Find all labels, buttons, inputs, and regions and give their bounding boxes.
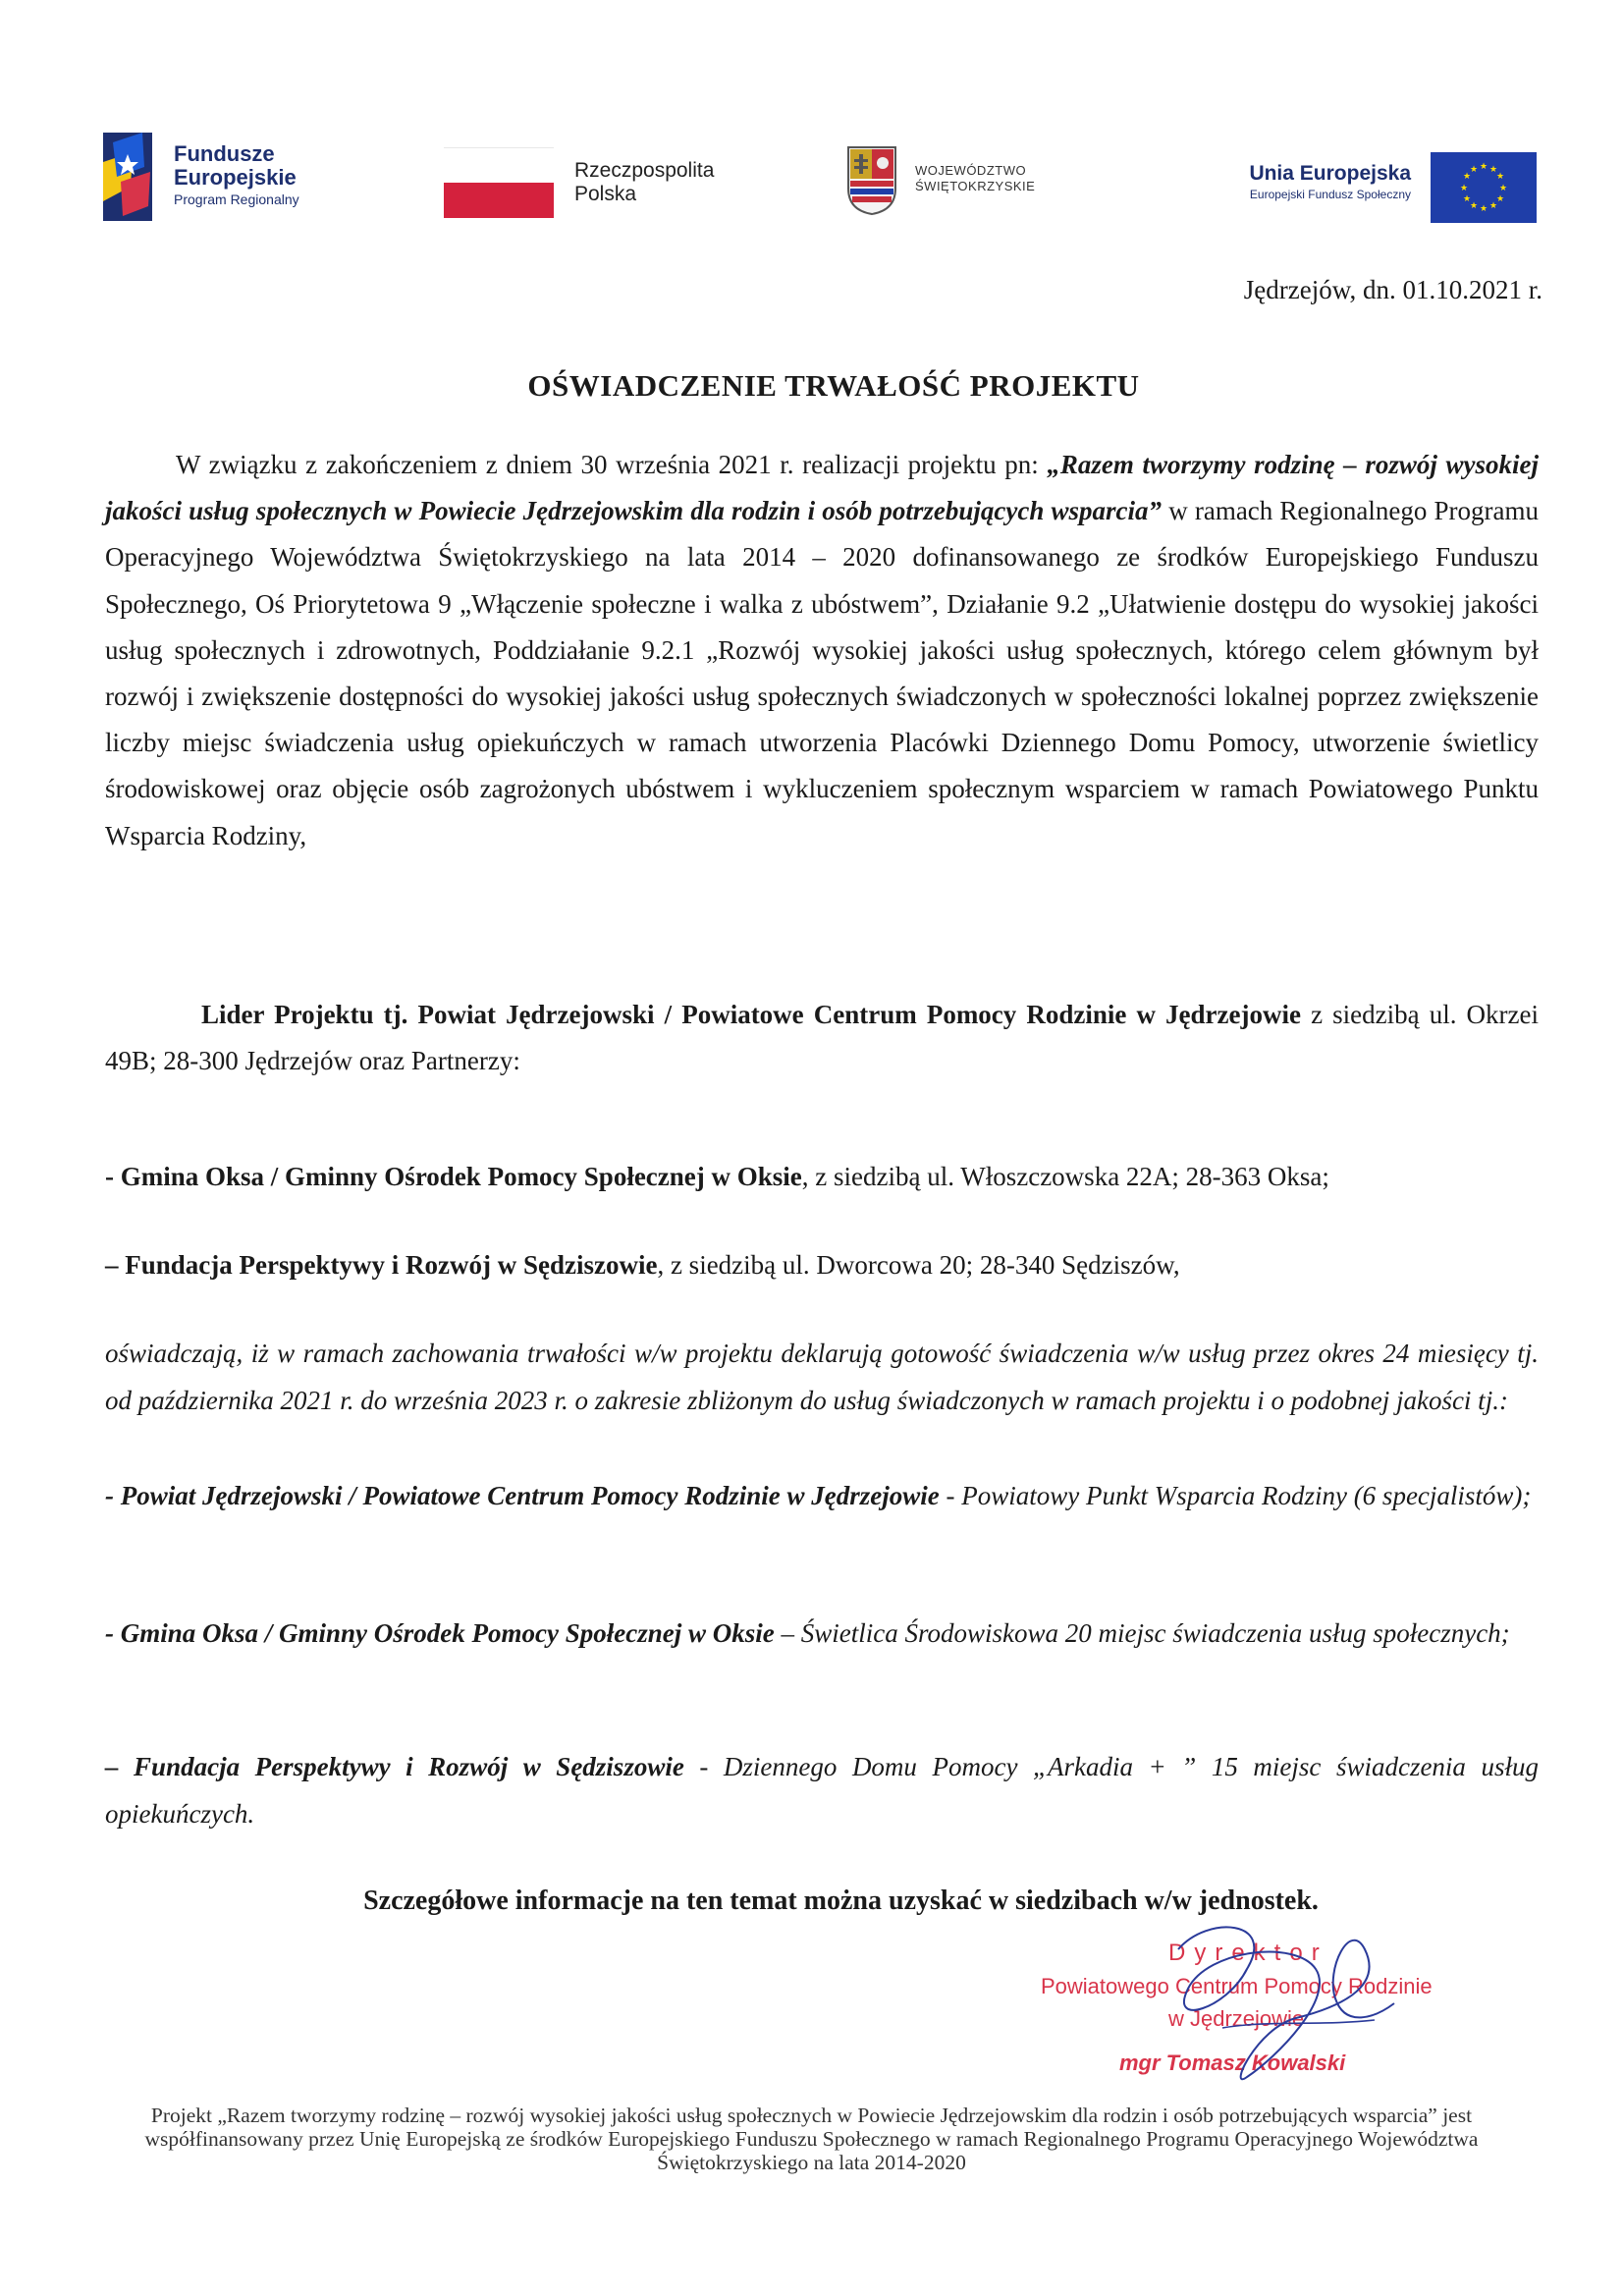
- eu-line2: Europejski Fundusz Społeczny: [1249, 188, 1411, 201]
- rzeczpospolita-logo: [444, 147, 758, 226]
- svg-text:★: ★: [1498, 184, 1508, 193]
- fe-line1: Fundusze: [174, 141, 275, 166]
- rp-text: [574, 159, 714, 206]
- svg-text:★: ★: [1469, 201, 1479, 211]
- svg-text:★: ★: [1488, 165, 1498, 175]
- svg-text:★: ★: [1469, 165, 1479, 175]
- intro-rest: w ramach Regionalnego Programu Operacyjnego Województwa Świętokrzyskiego na lata 2014 – 2020 dofinansowanego ze środków Europejskiego Funduszu Społecznego, Oś Priorytetowa 9 „Włączenie społeczne i walka z ubóstwem”, Działanie 9.2 „Ułatwienie dostępu do wysokiej jakości usług społecznych i zdrowotnych, Poddziałanie 9.2.1 „Rozwój wysokiej jakości usług społecznych, którego celem głównym był rozwój i zwiększenie dostępności do wysokiej jakości usług społecznych świadczonych w społeczności lokalnej poprzez zwiększenie liczby miejsc świadczenia usług opiekuńczych w ramach utworzenia Placówki Dziennego Domu Pomocy, utworzenie świetlicy środowiskowej oraz objęcie osób zagrożonych ubóstwem i wykluczeniem społecznym wsparciem w ramach Powiatowego Punktu Wsparcia Rodziny,: [105, 496, 1540, 850]
- item2-detail: – Świetlica Środowiskowa 20 miejsc świadczenia usług społecznych;: [774, 1618, 1510, 1648]
- declaration-paragraph: oświadczają, iż w ramach zachowania trwałości w/w projektu deklarują gotowość świadczenia w/w usług przez okres 24 miesięcy tj. od października 2021 r. do września 2023 r. o zakresie zbliżonym do usług świadczonych w ramach projektu i o podobnej jakości tj.:: [105, 1339, 1539, 1415]
- rp-line1: Rzeczpospolita: [574, 159, 715, 182]
- fundusze-europejskie-icon: [103, 133, 152, 221]
- footer-note: Projekt „Razem tworzymy rodzinę – rozwój wysokiej jakości usług społecznych w Powiecie Jędrzejowskim dla rodzin i osób potrzebujących wsparcia” jest współfinansowany przez Unię Europejską ze środków Europejskiego Funduszu Społecznego w ramach Regionalnego Programu Operacyjnego Województwa Świętokrzyskiego na lata 2014-2020: [144, 2104, 1479, 2174]
- partner1-address: , z siedzibą ul. Włoszczowska 22A; 28-363 Oksa;: [801, 1162, 1329, 1191]
- stamp-city: w Jędrzejowie: [1168, 2006, 1305, 2031]
- document-title: OŚWIADCZENIE TRWAŁOŚĆ PROJEKTU: [527, 368, 1140, 403]
- intro-text: W związku z zakończeniem z dniem 30 września 2021 r. realizacji projektu pn:: [176, 450, 1048, 479]
- svg-text:★: ★: [1479, 204, 1488, 214]
- wojewodztwo-text: [915, 163, 1035, 194]
- fe-line3: Program Regionalny: [174, 191, 299, 207]
- stamp-name: mgr Tomasz Kowalski: [1119, 2050, 1346, 2075]
- item3-name: – Fundacja Perspektywy i Rozwój w Sędziszowie: [105, 1752, 684, 1781]
- document-date: Jędrzejów, dn. 01.10.2021 r.: [1243, 275, 1542, 304]
- stamp-institution: Powiatowego Centrum Pomocy Rodzinie: [1041, 1974, 1433, 1998]
- item3-detail: - Dziennego Domu Pomocy „Arkadia + ” 15 miejsc świadczenia usług opiekuńczych.: [105, 1752, 1539, 1829]
- svg-text:★: ★: [1479, 162, 1488, 172]
- leader-name: Lider Projektu tj. Powiat Jędrzejowski / Powiatowe Centrum Pomocy Rodzinie w Jędrzejowie: [201, 1000, 1301, 1029]
- eu-line1: Unia Europejska: [1249, 162, 1411, 185]
- project-name: „Razem tworzymy rodzinę – rozwój wysokiej jakości usług społecznych w Powiecie Jędrzejowskim dla rodzin i osób potrzebujących wsparcia”: [105, 450, 1540, 526]
- wojewodztwo-logo: [846, 145, 1102, 229]
- svg-text:★: ★: [1495, 194, 1505, 204]
- partner2-address: , z siedzibą ul. Dworcowa 20; 28-340 Sędziszów,: [657, 1250, 1180, 1280]
- svg-text:★: ★: [1495, 172, 1505, 182]
- item1-detail: - Powiatowy Punkt Wsparcia Rodziny (6 specjalistów);: [939, 1481, 1532, 1510]
- coat-of-arms-icon: [846, 145, 897, 216]
- svg-text:★: ★: [1462, 172, 1472, 182]
- svg-text:★: ★: [1459, 184, 1469, 193]
- svg-text:★: ★: [1488, 201, 1498, 211]
- ws-line1: WOJEWÓDZTWO: [915, 163, 1027, 178]
- item1-name: - Powiat Jędrzejowski / Powiatowe Centrum Pomocy Rodzinie w Jędrzejowie: [105, 1481, 940, 1510]
- leader-address: z siedzibą ul. Okrzei 49B; 28-300 Jędrzejów oraz Partnerzy:: [105, 1000, 1539, 1076]
- eu-text: [1173, 162, 1411, 203]
- list-item: [105, 1744, 1539, 1837]
- eu-flag-icon: [1431, 152, 1537, 223]
- paragraph-leader: [105, 992, 1539, 1084]
- unia-europejska-logo: [1173, 152, 1546, 231]
- partner1-name: - Gmina Oksa / Gminny Ośrodek Pomocy Społecznej w Oksie: [105, 1162, 802, 1191]
- paragraph-intro: [105, 442, 1539, 859]
- list-item: [105, 1473, 1539, 1520]
- rp-line2: Polska: [574, 183, 637, 205]
- svg-text:★: ★: [1462, 194, 1472, 204]
- closing-statement: Szczegółowe informacje na ten temat można uzyskać w siedzibach w/w jednostek.: [363, 1886, 1319, 1916]
- fundusze-europejskie-text: [174, 142, 299, 209]
- partner-gmina-oksa: [105, 1154, 1539, 1200]
- fe-line2: Europejskie: [174, 165, 297, 190]
- partner2-name: – Fundacja Perspektywy i Rozwój w Sędziszowie: [105, 1250, 658, 1280]
- polish-flag-red-stripe: [444, 183, 554, 218]
- partner-fundacja: [105, 1242, 1539, 1288]
- ws-line2: ŚWIĘTOKRZYSKIE: [915, 179, 1036, 193]
- stamp-title: Dyrektor: [1168, 1940, 1328, 1966]
- handwritten-signature: [1129, 1910, 1424, 2097]
- list-item: [105, 1611, 1539, 1658]
- fundusze-europejskie-logo: [103, 133, 339, 226]
- item2-name: - Gmina Oksa / Gminny Ośrodek Pomocy Społecznej w Oksie: [105, 1618, 775, 1648]
